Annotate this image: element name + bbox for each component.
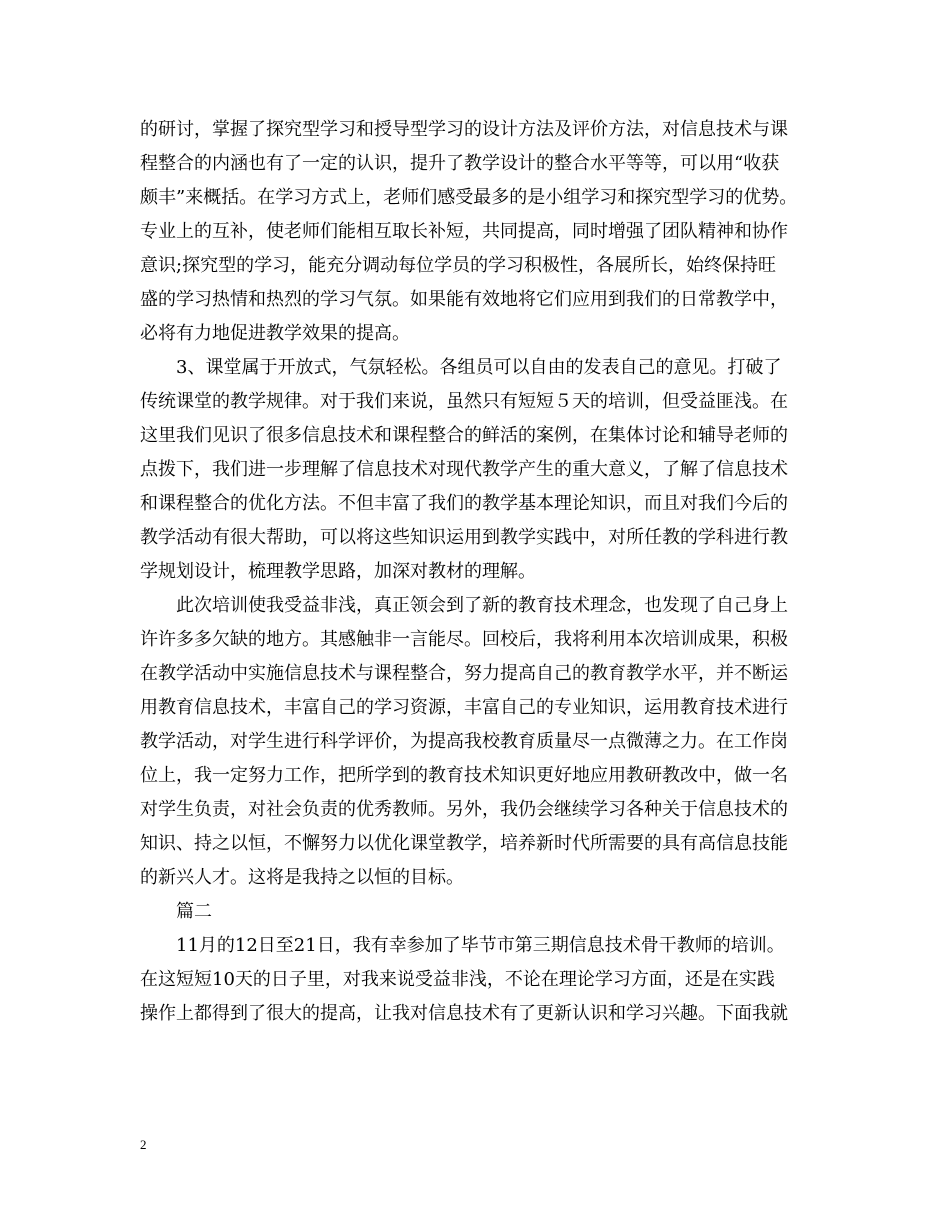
text-line: 在教学活动中实施信息技术与课程整合，努力提高自己的教育教学水平，并不断运 [140, 663, 788, 684]
text-line: 用教育信息技术，丰富自己的学习资源，丰富自己的专业知识，运用教育技术进行 [140, 697, 788, 718]
text-line: 程整合的内涵也有了一定的认识，提升了教学设计的整合水平等等，可以用“收获 [140, 153, 780, 174]
text-line: 对学生负责，对社会负责的优秀教师。另外，我仍会继续学习各种关于信息技术的 [140, 799, 788, 820]
text-line: 的研讨，掌握了探究型学习和授导型学习的设计方法及评价方法，对信息技术与课 [140, 119, 788, 140]
text-line: 11月的12日至21日，我有幸参加了毕节市第三期信息技术骨干教师的培训。 [176, 935, 785, 956]
text-line: 教学活动，对学生进行科学评价，为提高我校教育质量尽一点微薄之力。在工作岗 [140, 731, 788, 752]
text-line: 知识、持之以恒，不懈努力以优化课堂教学，培养新时代所需要的具有高信息技能 [140, 833, 788, 854]
text-line: 颇丰”来概括。在学习方式上，老师们感受最多的是小组学习和探究型学习的优势。 [140, 187, 798, 208]
text-line: 在这短短10天的日子里，对我来说受益非浅，不论在理论学习方面，还是在实践 [140, 969, 775, 990]
text-line: 操作上都得到了很大的提高，让我对信息技术有了更新认识和学习兴趣。下面我就 [140, 1003, 788, 1024]
text-line: 必将有力地促进教学效果的提高。 [140, 323, 410, 344]
text-line: 学规划设计，梳理教学思路，加深对教材的理解。 [140, 561, 536, 582]
text-line: 传统课堂的教学规律。对于我们来说，虽然只有短短５天的培训，但受益匪浅。在 [140, 391, 788, 412]
text-line: 许许多多欠缺的地方。其感触非一言能尽。回校后，我将利用本次培训成果，积极 [140, 629, 788, 650]
text-line: 点拨下，我们进一步理解了信息技术对现代教学产生的重大意义，了解了信息技术 [140, 459, 788, 480]
text-line: 这里我们见识了很多信息技术和课程整合的鲜活的案例，在集体讨论和辅导老师的 [140, 425, 788, 446]
text-line: 此次培训使我受益非浅，真正领会到了新的教育技术理念，也发现了自己身上 [176, 595, 788, 616]
text-line: 和课程整合的优化方法。不但丰富了我们的教学基本理论知识，而且对我们今后的 [140, 493, 788, 514]
text-line: 位上，我一定努力工作，把所学到的教育技术知识更好地应用教研教改中，做一名 [140, 765, 788, 786]
text-line: 专业上的互补，使老师们能相互取长补短，共同提高，同时增强了团队精神和协作 [140, 221, 788, 242]
text-line: 3、课堂属于开放式，气氛轻松。各组员可以自由的发表自己的意见。打破了 [176, 357, 782, 378]
text-line: 盛的学习热情和热烈的学习气氛。如果能有效地将它们应用到我们的日常教学中， [140, 289, 788, 310]
page-number: 2 [140, 1137, 147, 1152]
text-line: 的新兴人才。这将是我持之以恒的目标。 [140, 867, 464, 888]
text-line: 意识;探究型的学习，能充分调动每位学员的学习积极性，各展所长，始终保持旺 [140, 255, 777, 276]
text-line: 教学活动有很大帮助，可以将这些知识运用到教学实践中，对所任教的学科进行教 [140, 527, 788, 548]
section-heading: 篇二 [176, 901, 212, 922]
